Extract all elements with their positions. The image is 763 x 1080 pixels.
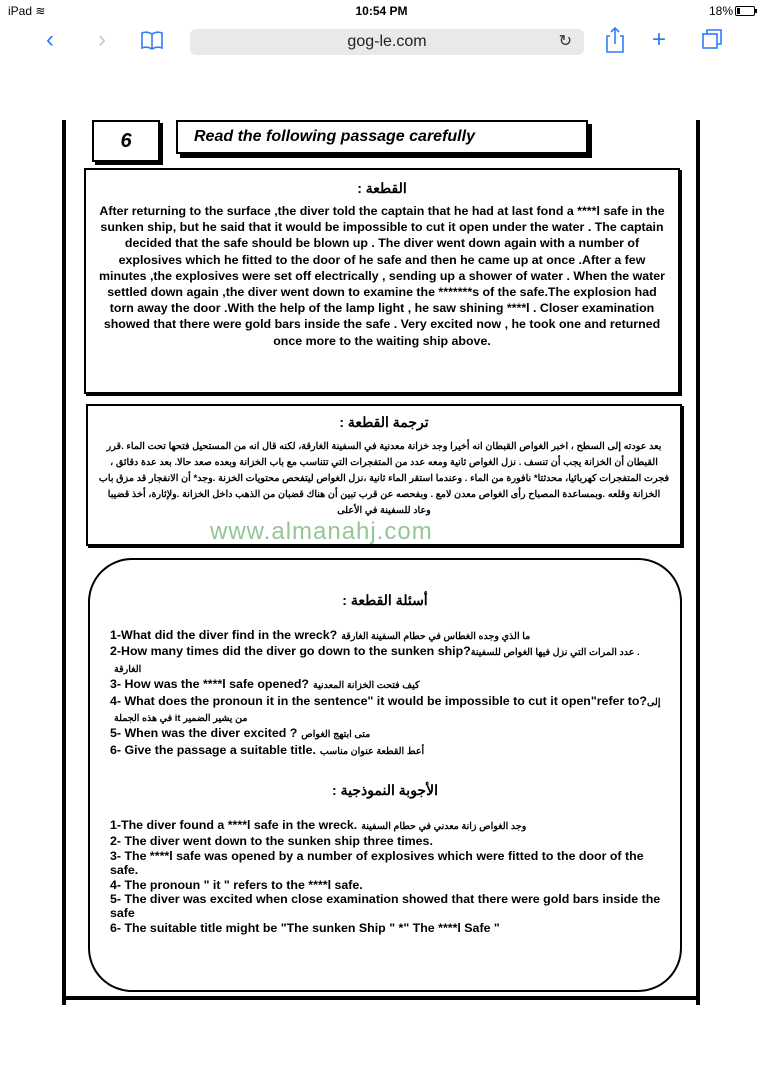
page-bottom-border xyxy=(62,996,700,1000)
answer-item: 2- The diver went down to the sunken ship three times. xyxy=(110,834,433,849)
forward-chevron-icon[interactable]: › xyxy=(98,26,106,53)
new-tab-plus-icon[interactable]: + xyxy=(652,26,667,53)
answer-item: 5- The diver was excited when close examination showed that there were gold bars inside the safe xyxy=(110,892,661,921)
question-item: 3- How was the ****l safe opened? كيف فتحت الخزانة المعدنية xyxy=(110,677,420,692)
battery-icon xyxy=(735,6,755,16)
url-text: gog-le.com xyxy=(347,33,427,50)
answer-item: 4- The pronoun " it " refers to the ****l safe. xyxy=(110,877,363,892)
question-item: 6- Give the passage a suitable title. أعط القطعة عنوان مناسب xyxy=(110,742,425,757)
share-icon[interactable] xyxy=(604,20,626,73)
tabs-icon[interactable] xyxy=(700,20,724,73)
back-chevron-icon[interactable]: ‹ xyxy=(46,26,54,53)
question-item: 5- When was the diver excited ? متى ابتهج الغواص xyxy=(110,726,371,741)
wifi-icon: ≋ xyxy=(35,4,46,18)
passage-text: After returning to the surface ,the diver told the captain that he had at last fond a ****l safe in the sunken ship, but he said that it would be impossible to cut it open under the water . The captain decided that the safe should be blown up . The diver went down again with a number of explosives which he fitted to the door of he safe and then he came up at once .After a few minutes ,the explosives were set off electrically , sending up a shower of water . When the water settled down again ,the diver went down to examine the *******s of the safe.The explosion had torn away the door .With the help of the lamp light , he saw shining ****l . Closer examination showed that there were gold bars inside the safe . Very excited now , he took one and returned once more to the waiting ship above. xyxy=(99,204,665,348)
reload-icon[interactable]: ↻ xyxy=(558,33,572,50)
questions-list xyxy=(110,628,665,759)
translation-text: بعد عودته إلى السطح ، اخبر الغواص القبطان انه أخيرا وجد خزانة معدنية في السفينة الغارقة، لكنه قال انه من المستحيل فتحها تحت الماء .قرر القبطان أن الخزانة يجب أن تنسف . نزل الغواص ثانية ومعه عدد من المتفجرات التي تتناسب مع باب الخزانة وبعده صعد حالا. بعد عدة دقائق ، فجرت المتفجرات كهربائيا، محدثتا* نافورة من الماء . وعندما استقر الماء ثانية ،نزل الغواص ليتفحص محتويات الخزنة .وجد* أن الانفجار قد مزق باب الخزانة وقلعه .وبمساعدة المصباح رأى الغواص معدن لامع . وبفحصه عن قرب تبين أن هناك قضبان من الذهب داخل الخزانة .ولإثارة، أخذ قضيبا وعاد للسفينة في الأعلى xyxy=(98,441,670,516)
answer-item: 1-The diver found a ****l safe in the wreck. وجد الغواص زانة معدني في حطام السفينة xyxy=(110,818,527,832)
answers-title: الأجوبة النموذجية : xyxy=(332,782,438,798)
device-label: iPad ≋ xyxy=(8,4,46,18)
status-bar xyxy=(0,0,763,20)
watermark: www.almanahj.com xyxy=(210,518,433,545)
passage-title: القطعة : xyxy=(357,180,407,196)
question-item: 1-What did the diver find in the wreck? ما الذي وجده الغطاس في حطام السفينة الغارقة xyxy=(110,628,531,642)
address-bar[interactable] xyxy=(190,29,584,55)
answer-item: 3- The ****l safe was opened by a number of explosives which were fitted to the door of the safe. xyxy=(110,848,644,878)
answer-item: 6- The suitable title might be "The sunken Ship " *" The ****l Safe " xyxy=(110,920,500,935)
clock: 10:54 PM xyxy=(355,4,408,18)
section-heading: Read the following passage carefully xyxy=(176,120,588,154)
bookmarks-book-icon[interactable] xyxy=(140,20,164,73)
section-number: 6 xyxy=(92,120,160,162)
question-item: 2-How many times did the diver go down to the sunken ship?. عدد المرات التي نزل فيها الغواص للسفينة الغارقة xyxy=(110,644,640,675)
browser-toolbar xyxy=(0,20,763,60)
passage-box xyxy=(84,168,680,394)
questions-answers-box xyxy=(88,558,682,992)
question-item: 4- What does the pronoun it in the sentence" it would be impossible to cut it open"refer to?إلى من يشير الضمير it في هذه الجملة xyxy=(110,693,661,725)
questions-title: أسئلة القطعة : xyxy=(342,592,428,608)
answers-list xyxy=(110,818,665,935)
battery-percent: 18% xyxy=(708,4,733,18)
translation-title: ترجمة القطعة : xyxy=(339,414,429,430)
